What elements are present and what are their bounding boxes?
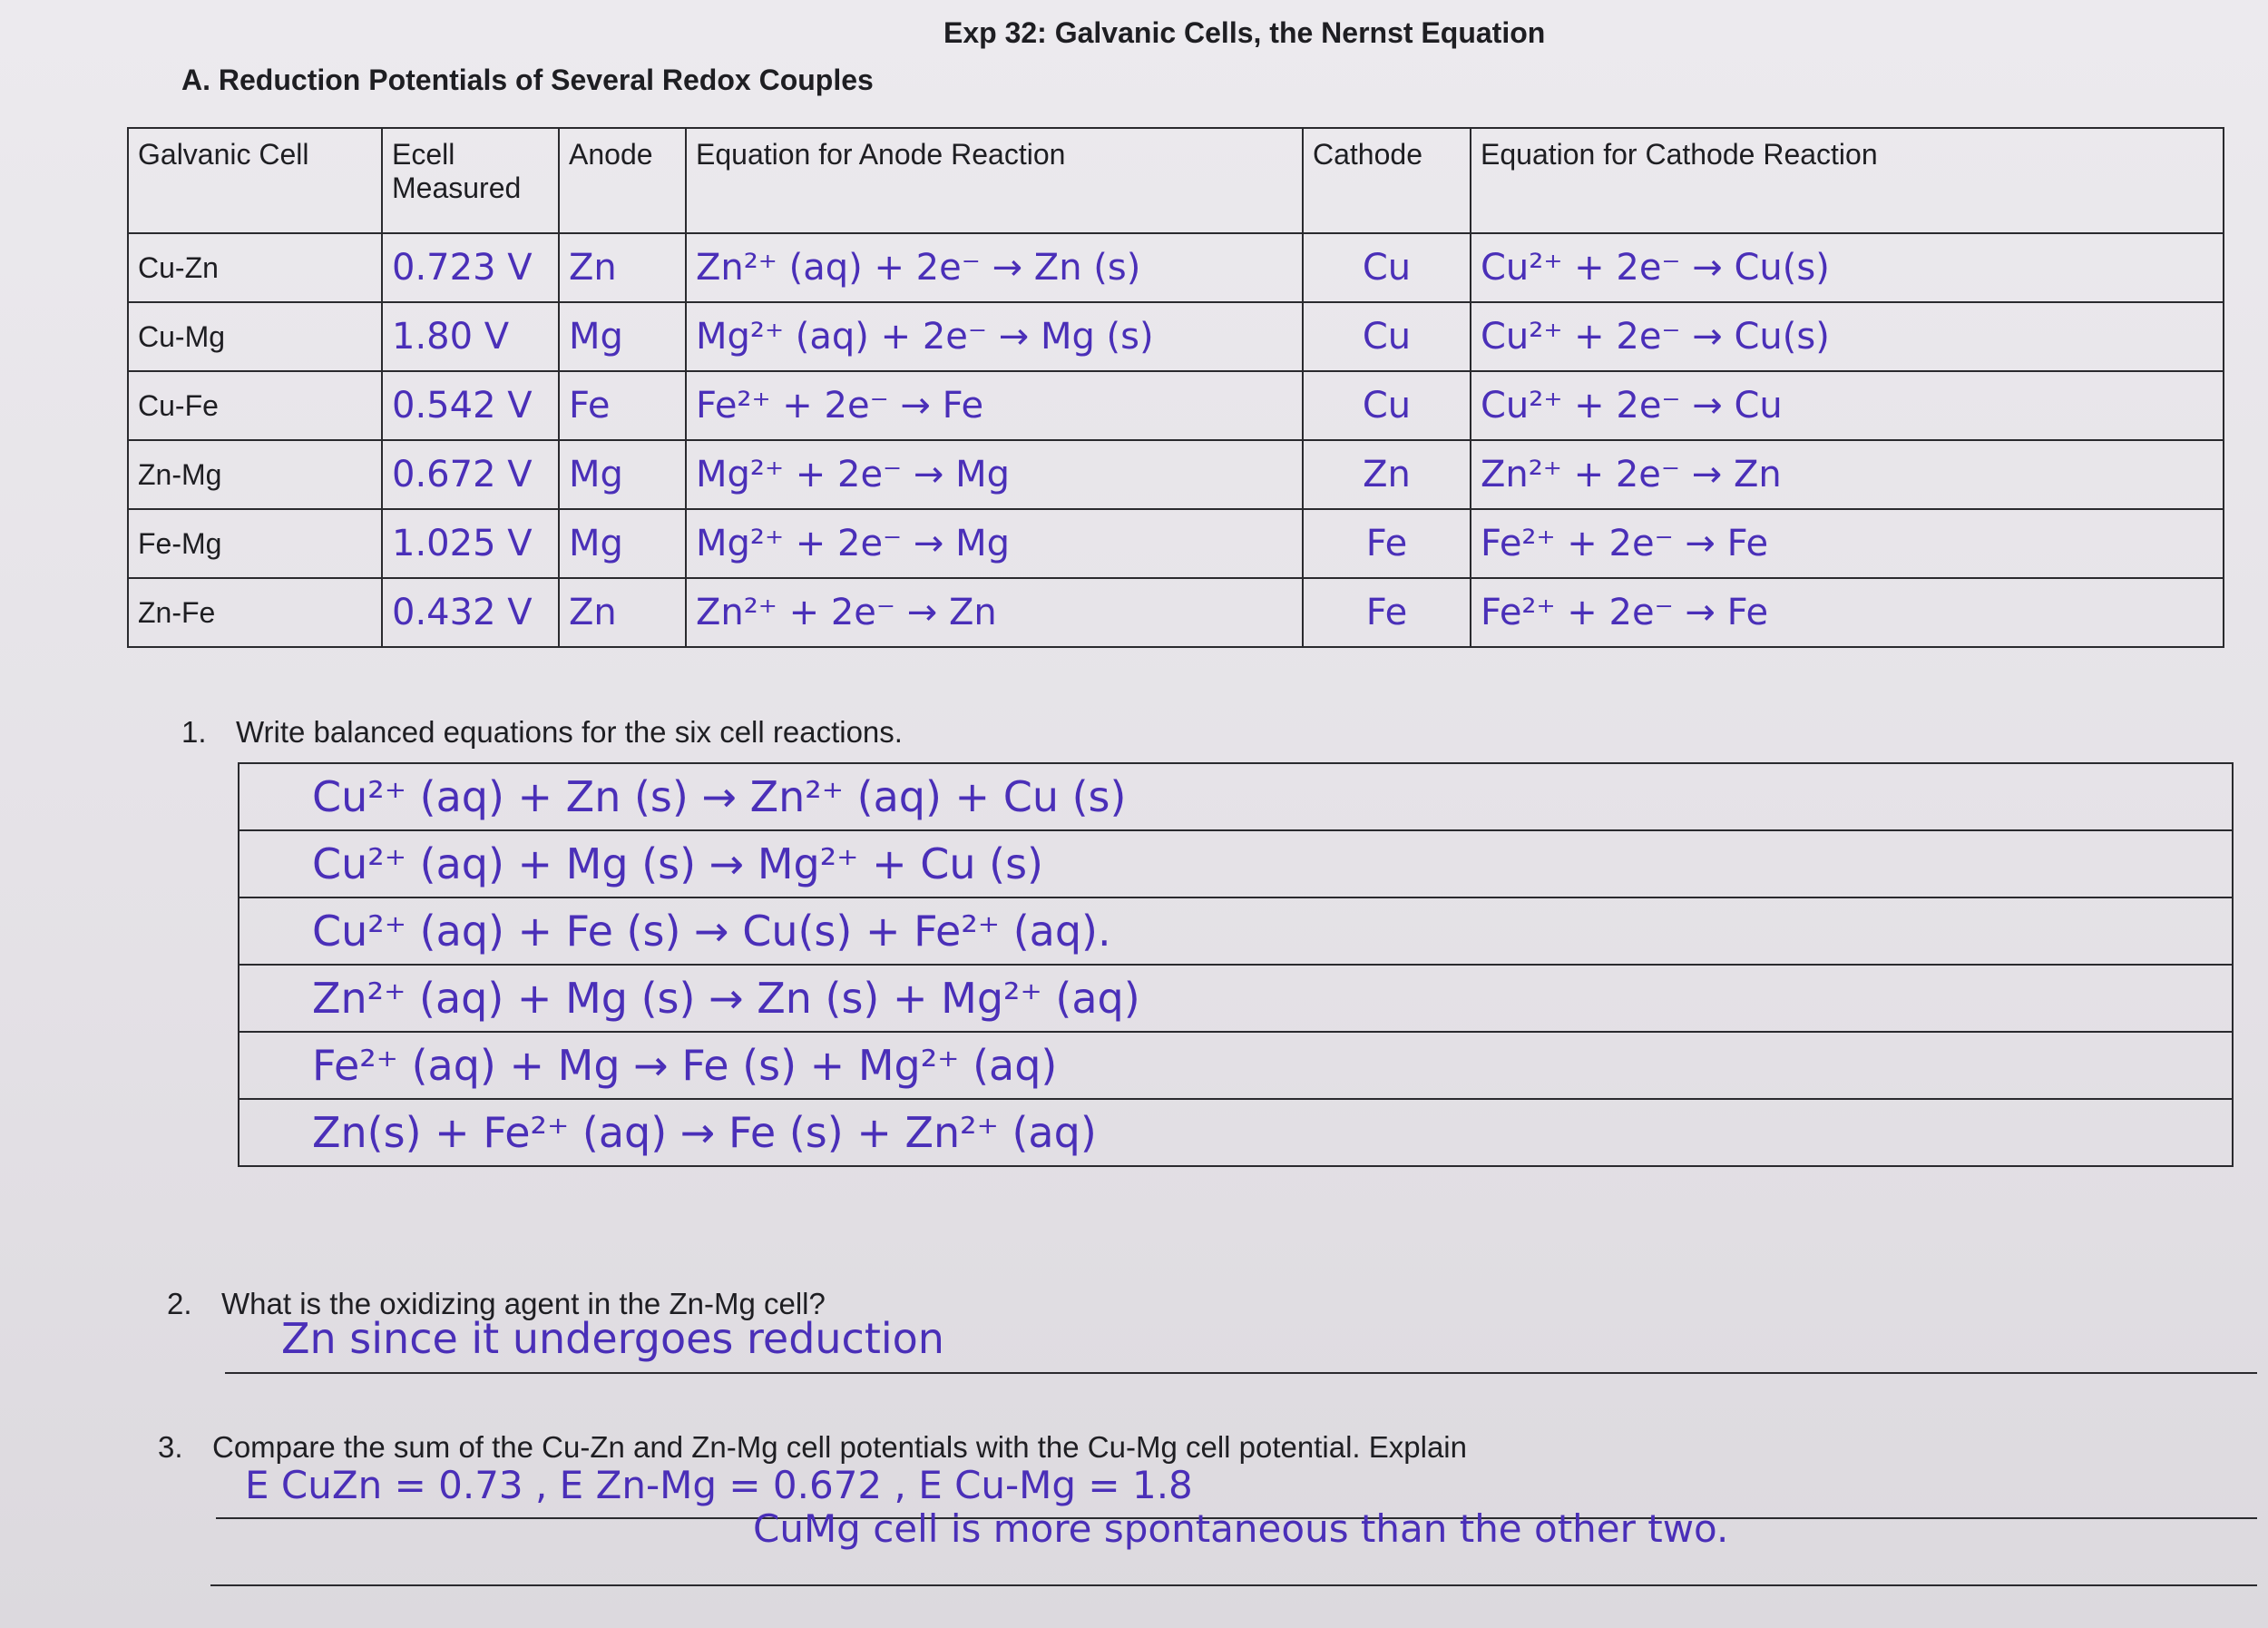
header-ecell: Ecell Measured bbox=[382, 128, 559, 233]
redox-table bbox=[127, 127, 2224, 648]
question-number: 1. bbox=[181, 715, 207, 749]
table-row bbox=[128, 371, 2224, 440]
table-row bbox=[128, 233, 2224, 302]
cathode-value: Fe bbox=[1303, 509, 1471, 578]
header-anode: Anode bbox=[559, 128, 686, 233]
anode-value: Mg bbox=[559, 509, 686, 578]
question-number: 3. bbox=[158, 1430, 183, 1464]
cathode-equation: Fe²⁺ + 2e⁻ → Fe bbox=[1471, 509, 2224, 578]
table-row bbox=[128, 440, 2224, 509]
answer-line bbox=[210, 1584, 2257, 1586]
cell-name: Cu-Mg bbox=[128, 302, 382, 371]
question-3-answer-line-1: E CuZn = 0.73 , E Zn-Mg = 0.672 , E Cu-Mg = 1.8 bbox=[245, 1463, 1193, 1507]
list-item bbox=[239, 1099, 2233, 1166]
cell-name: Cu-Zn bbox=[128, 233, 382, 302]
list-item bbox=[239, 830, 2233, 897]
anode-value: Mg bbox=[559, 302, 686, 371]
anode-equation: Mg²⁺ + 2e⁻ → Mg bbox=[686, 440, 1303, 509]
balanced-equation: Zn(s) + Fe²⁺ (aq) → Fe (s) + Zn²⁺ (aq) bbox=[239, 1099, 2233, 1166]
header-cathode-equation: Equation for Cathode Reaction bbox=[1471, 128, 2224, 233]
anode-value: Mg bbox=[559, 440, 686, 509]
table-row bbox=[128, 509, 2224, 578]
balanced-equation: Cu²⁺ (aq) + Mg (s) → Mg²⁺ + Cu (s) bbox=[239, 830, 2233, 897]
header-anode-equation: Equation for Anode Reaction bbox=[686, 128, 1303, 233]
question-3 bbox=[158, 1430, 1467, 1465]
anode-equation: Zn²⁺ + 2e⁻ → Zn bbox=[686, 578, 1303, 647]
cathode-equation: Cu²⁺ + 2e⁻ → Cu(s) bbox=[1471, 233, 2224, 302]
ecell-value: 0.542 V bbox=[382, 371, 559, 440]
ecell-value: 0.432 V bbox=[382, 578, 559, 647]
question-text: Compare the sum of the Cu-Zn and Zn-Mg cell potentials with the Cu-Mg cell potential. Explain bbox=[212, 1430, 1467, 1464]
cell-name: Fe-Mg bbox=[128, 509, 382, 578]
cathode-value: Cu bbox=[1303, 371, 1471, 440]
ecell-value: 0.723 V bbox=[382, 233, 559, 302]
balanced-equation: Zn²⁺ (aq) + Mg (s) → Zn (s) + Mg²⁺ (aq) bbox=[239, 965, 2233, 1032]
list-item bbox=[239, 1032, 2233, 1099]
cathode-equation: Cu²⁺ + 2e⁻ → Cu(s) bbox=[1471, 302, 2224, 371]
table-row bbox=[128, 302, 2224, 371]
ecell-value: 1.025 V bbox=[382, 509, 559, 578]
question-2-answer: Zn since it undergoes reduction bbox=[281, 1314, 944, 1363]
cell-name: Cu-Fe bbox=[128, 371, 382, 440]
balanced-equation: Fe²⁺ (aq) + Mg → Fe (s) + Mg²⁺ (aq) bbox=[239, 1032, 2233, 1099]
cell-name: Zn-Mg bbox=[128, 440, 382, 509]
anode-value: Zn bbox=[559, 578, 686, 647]
question-text: Write balanced equations for the six cell reactions. bbox=[236, 715, 903, 749]
table-row bbox=[128, 578, 2224, 647]
cathode-equation: Zn²⁺ + 2e⁻ → Zn bbox=[1471, 440, 2224, 509]
cathode-value: Fe bbox=[1303, 578, 1471, 647]
anode-equation: Zn²⁺ (aq) + 2e⁻ → Zn (s) bbox=[686, 233, 1303, 302]
section-a-heading: A. Reduction Potentials of Several Redox Couples bbox=[181, 64, 874, 96]
cathode-value: Cu bbox=[1303, 302, 1471, 371]
answer-line bbox=[225, 1372, 2257, 1374]
anode-equation: Mg²⁺ + 2e⁻ → Mg bbox=[686, 509, 1303, 578]
balanced-equation: Cu²⁺ (aq) + Fe (s) → Cu(s) + Fe²⁺ (aq). bbox=[239, 897, 2233, 965]
header-cathode: Cathode bbox=[1303, 128, 1471, 233]
page-title: Exp 32: Galvanic Cells, the Nernst Equation bbox=[943, 16, 1546, 49]
cathode-equation: Cu²⁺ + 2e⁻ → Cu bbox=[1471, 371, 2224, 440]
list-item bbox=[239, 897, 2233, 965]
cathode-value: Zn bbox=[1303, 440, 1471, 509]
list-item bbox=[239, 965, 2233, 1032]
ecell-value: 1.80 V bbox=[382, 302, 559, 371]
question-1 bbox=[181, 715, 903, 750]
question-text: What is the oxidizing agent in the Zn-Mg cell? bbox=[221, 1287, 826, 1320]
table-header-row bbox=[128, 128, 2224, 233]
question-number: 2. bbox=[167, 1287, 192, 1320]
cathode-equation: Fe²⁺ + 2e⁻ → Fe bbox=[1471, 578, 2224, 647]
ecell-value: 0.672 V bbox=[382, 440, 559, 509]
anode-value: Fe bbox=[559, 371, 686, 440]
anode-equation: Mg²⁺ (aq) + 2e⁻ → Mg (s) bbox=[686, 302, 1303, 371]
question-3-answer-line-2: CuMg cell is more spontaneous than the other two. bbox=[753, 1506, 1729, 1551]
cell-name: Zn-Fe bbox=[128, 578, 382, 647]
anode-value: Zn bbox=[559, 233, 686, 302]
header-galvanic-cell: Galvanic Cell bbox=[128, 128, 382, 233]
cell-reactions-table bbox=[238, 762, 2234, 1167]
anode-equation: Fe²⁺ + 2e⁻ → Fe bbox=[686, 371, 1303, 440]
cathode-value: Cu bbox=[1303, 233, 1471, 302]
balanced-equation: Cu²⁺ (aq) + Zn (s) → Zn²⁺ (aq) + Cu (s) bbox=[239, 763, 2233, 830]
list-item bbox=[239, 763, 2233, 830]
